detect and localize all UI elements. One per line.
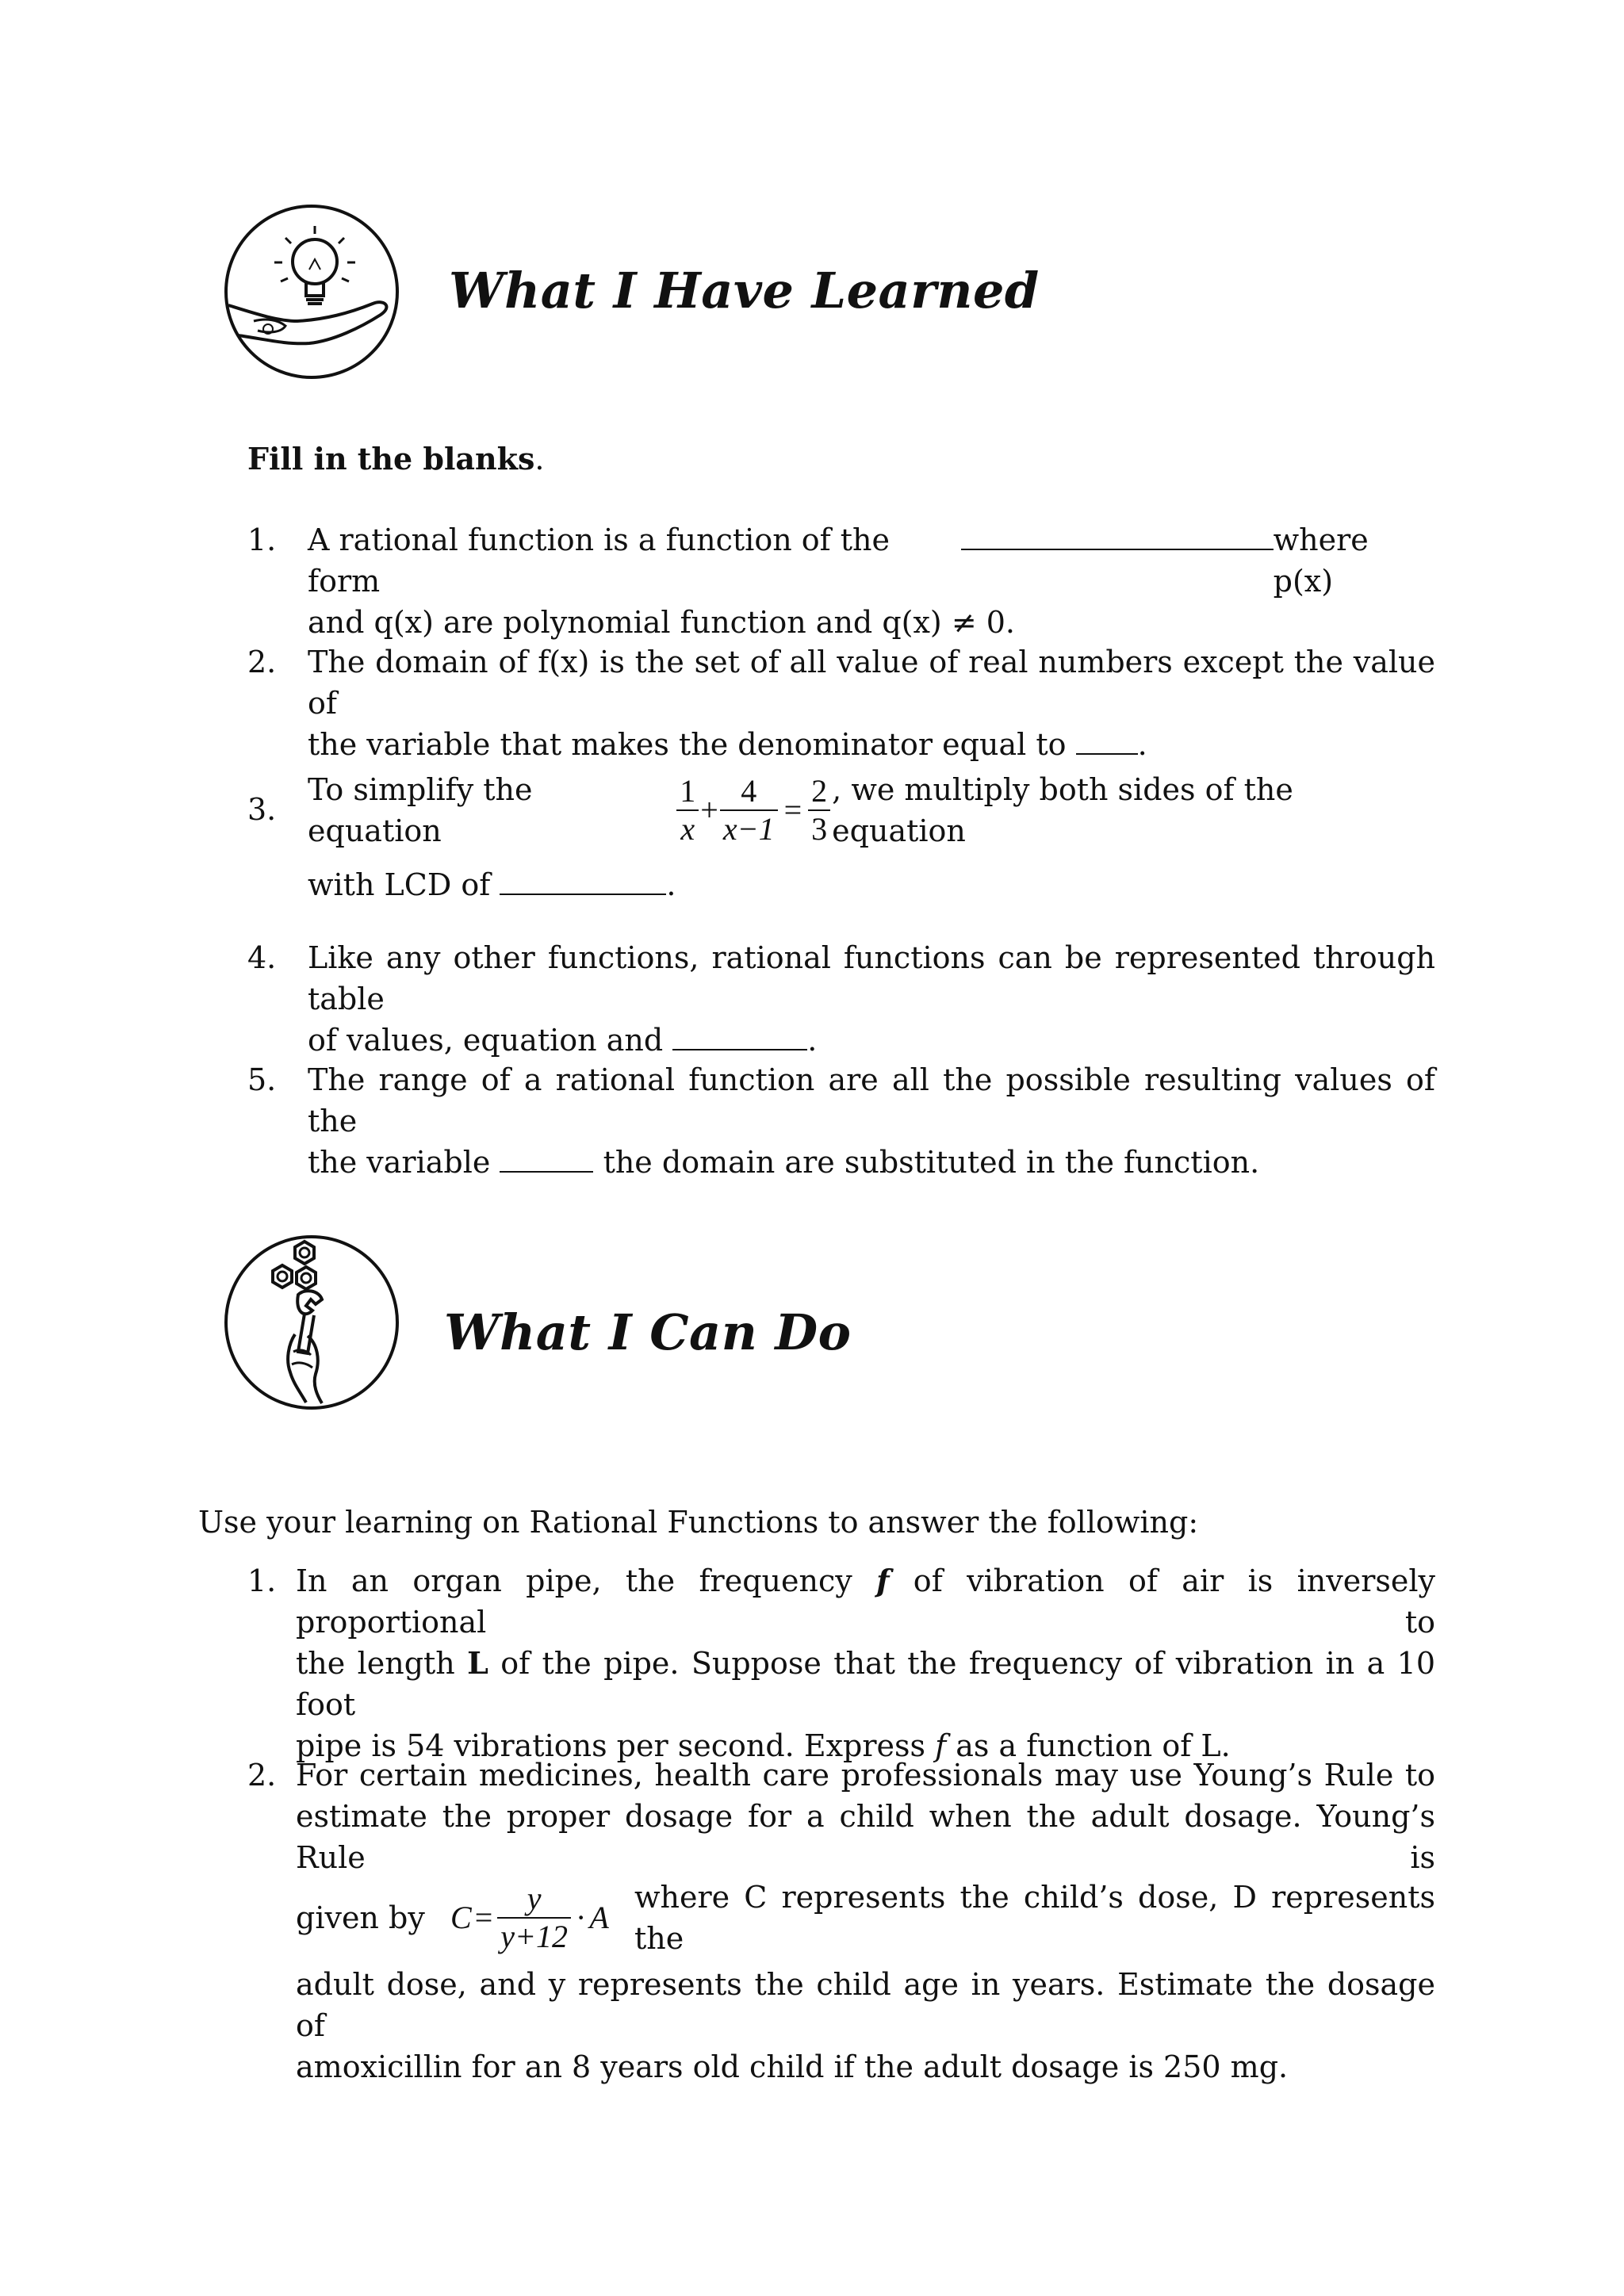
can-do-item-2-line3 bbox=[296, 1878, 1435, 1957]
lightbulb-hand-icon bbox=[222, 202, 401, 381]
L-variable: L bbox=[467, 1645, 488, 1681]
item-3-line2: with LCD of bbox=[308, 867, 491, 902]
item-number: 1. bbox=[247, 1563, 277, 1598]
item-2 bbox=[308, 641, 1435, 765]
can-do-item-2-line1: For certain medicines, health care professionals may use Young’s Rule to bbox=[296, 1758, 1435, 1793]
f-variable: f bbox=[876, 1563, 890, 1598]
item-number: 3. bbox=[247, 792, 277, 827]
can-do-item-1-line2: the length L of the pipe. Suppose that the frequency of vibration in a 10 foot bbox=[296, 1645, 1435, 1722]
item-3-text-end: , we multiply both sides of the equation bbox=[832, 772, 1293, 848]
instruction-bold: Fill in the blanks bbox=[247, 441, 535, 476]
answer-blank[interactable] bbox=[500, 867, 666, 895]
fraction: $\frac{4}{x-1}$ bbox=[720, 773, 778, 848]
item-3-text: To simplify the equation bbox=[308, 772, 533, 848]
answer-blank[interactable] bbox=[961, 522, 1274, 550]
fraction: $\frac{2}{3}$ bbox=[808, 773, 830, 848]
can-do-item-1 bbox=[296, 1560, 1435, 1766]
wrench-bolts-hand-icon bbox=[222, 1233, 401, 1412]
item-3 bbox=[308, 761, 1435, 905]
item-3-period: . bbox=[666, 867, 676, 902]
given-by-text: given by bbox=[296, 1900, 425, 1935]
instruction-period: . bbox=[534, 442, 545, 476]
fraction: $\frac{y}{y+12}$ bbox=[497, 1881, 571, 1955]
item-number: 2. bbox=[247, 645, 277, 679]
item-2-line2: the variable that makes the denominator equal to bbox=[308, 727, 1067, 762]
given-by-rest: where C represents the child’s dose, D represents the bbox=[634, 1880, 1435, 1956]
equals-sign: = bbox=[783, 792, 802, 828]
item-1-text-end: where p(x) bbox=[1273, 522, 1369, 599]
can-do-item-2 bbox=[296, 1755, 1435, 2087]
can-do-item-2-line2: estimate the proper dosage for a child when the adult dosage. Young’s Rule is bbox=[296, 1799, 1435, 1875]
can-do-item-2-line5: amoxicillin for an 8 years old child if the adult dosage is 250 mg. bbox=[296, 2049, 1289, 2084]
item-5 bbox=[308, 1059, 1435, 1183]
item-number: 2. bbox=[247, 1758, 277, 1793]
plus-sign: + bbox=[700, 792, 718, 828]
can-do-item-1-line3: pipe is 54 vibrations per second. Express f as a function of L. bbox=[296, 1728, 1231, 1763]
item-number: 1. bbox=[247, 522, 277, 557]
fraction: $\frac{1}{x}$ bbox=[676, 773, 699, 848]
intro-text: Use your learning on Rational Functions to answer the following: bbox=[198, 1505, 1199, 1540]
section-title-can-do: What I Can Do bbox=[444, 1303, 852, 1361]
item-number: 5. bbox=[247, 1062, 277, 1097]
can-do-item-2-line4: adult dose, and y represents the child age in years. Estimate the dosage of bbox=[296, 1967, 1435, 2043]
instruction bbox=[247, 438, 544, 480]
answer-blank[interactable] bbox=[500, 1144, 593, 1173]
youngs-rule-formula: C = $\frac{y}{y+12}$ · A bbox=[450, 1881, 609, 1954]
item-1-line2: and q(x) are polynomial function and q(x) ≠ 0. bbox=[308, 605, 1015, 640]
item-4 bbox=[308, 937, 1435, 1061]
item-5-line2-end: the domain are substituted in the function. bbox=[603, 1145, 1260, 1180]
item-number: 4. bbox=[247, 940, 277, 975]
item-4-line2: of values, equation and bbox=[308, 1023, 664, 1058]
section-title-learned: What I Have Learned bbox=[449, 262, 1040, 320]
equation bbox=[675, 773, 832, 848]
item-4-line1: Like any other functions, rational functions can be represented through table bbox=[308, 940, 1435, 1016]
answer-blank[interactable] bbox=[672, 1022, 807, 1050]
item-5-line1: The range of a rational function are all the possible resulting values of the bbox=[308, 1062, 1435, 1138]
item-1-text: A rational function is a function of the form bbox=[308, 522, 891, 599]
item-1 bbox=[308, 519, 1435, 643]
item-4-period: . bbox=[807, 1023, 818, 1058]
answer-blank[interactable] bbox=[1076, 726, 1138, 755]
item-5-line2-start: the variable bbox=[308, 1145, 491, 1180]
can-do-item-1-line1: In an organ pipe, the frequency f of vibration of air is inversely proportional to bbox=[296, 1563, 1436, 1640]
item-2-period: . bbox=[1137, 727, 1147, 762]
item-2-line1: The domain of f(x) is the set of all value of real numbers except the value of bbox=[308, 645, 1435, 721]
